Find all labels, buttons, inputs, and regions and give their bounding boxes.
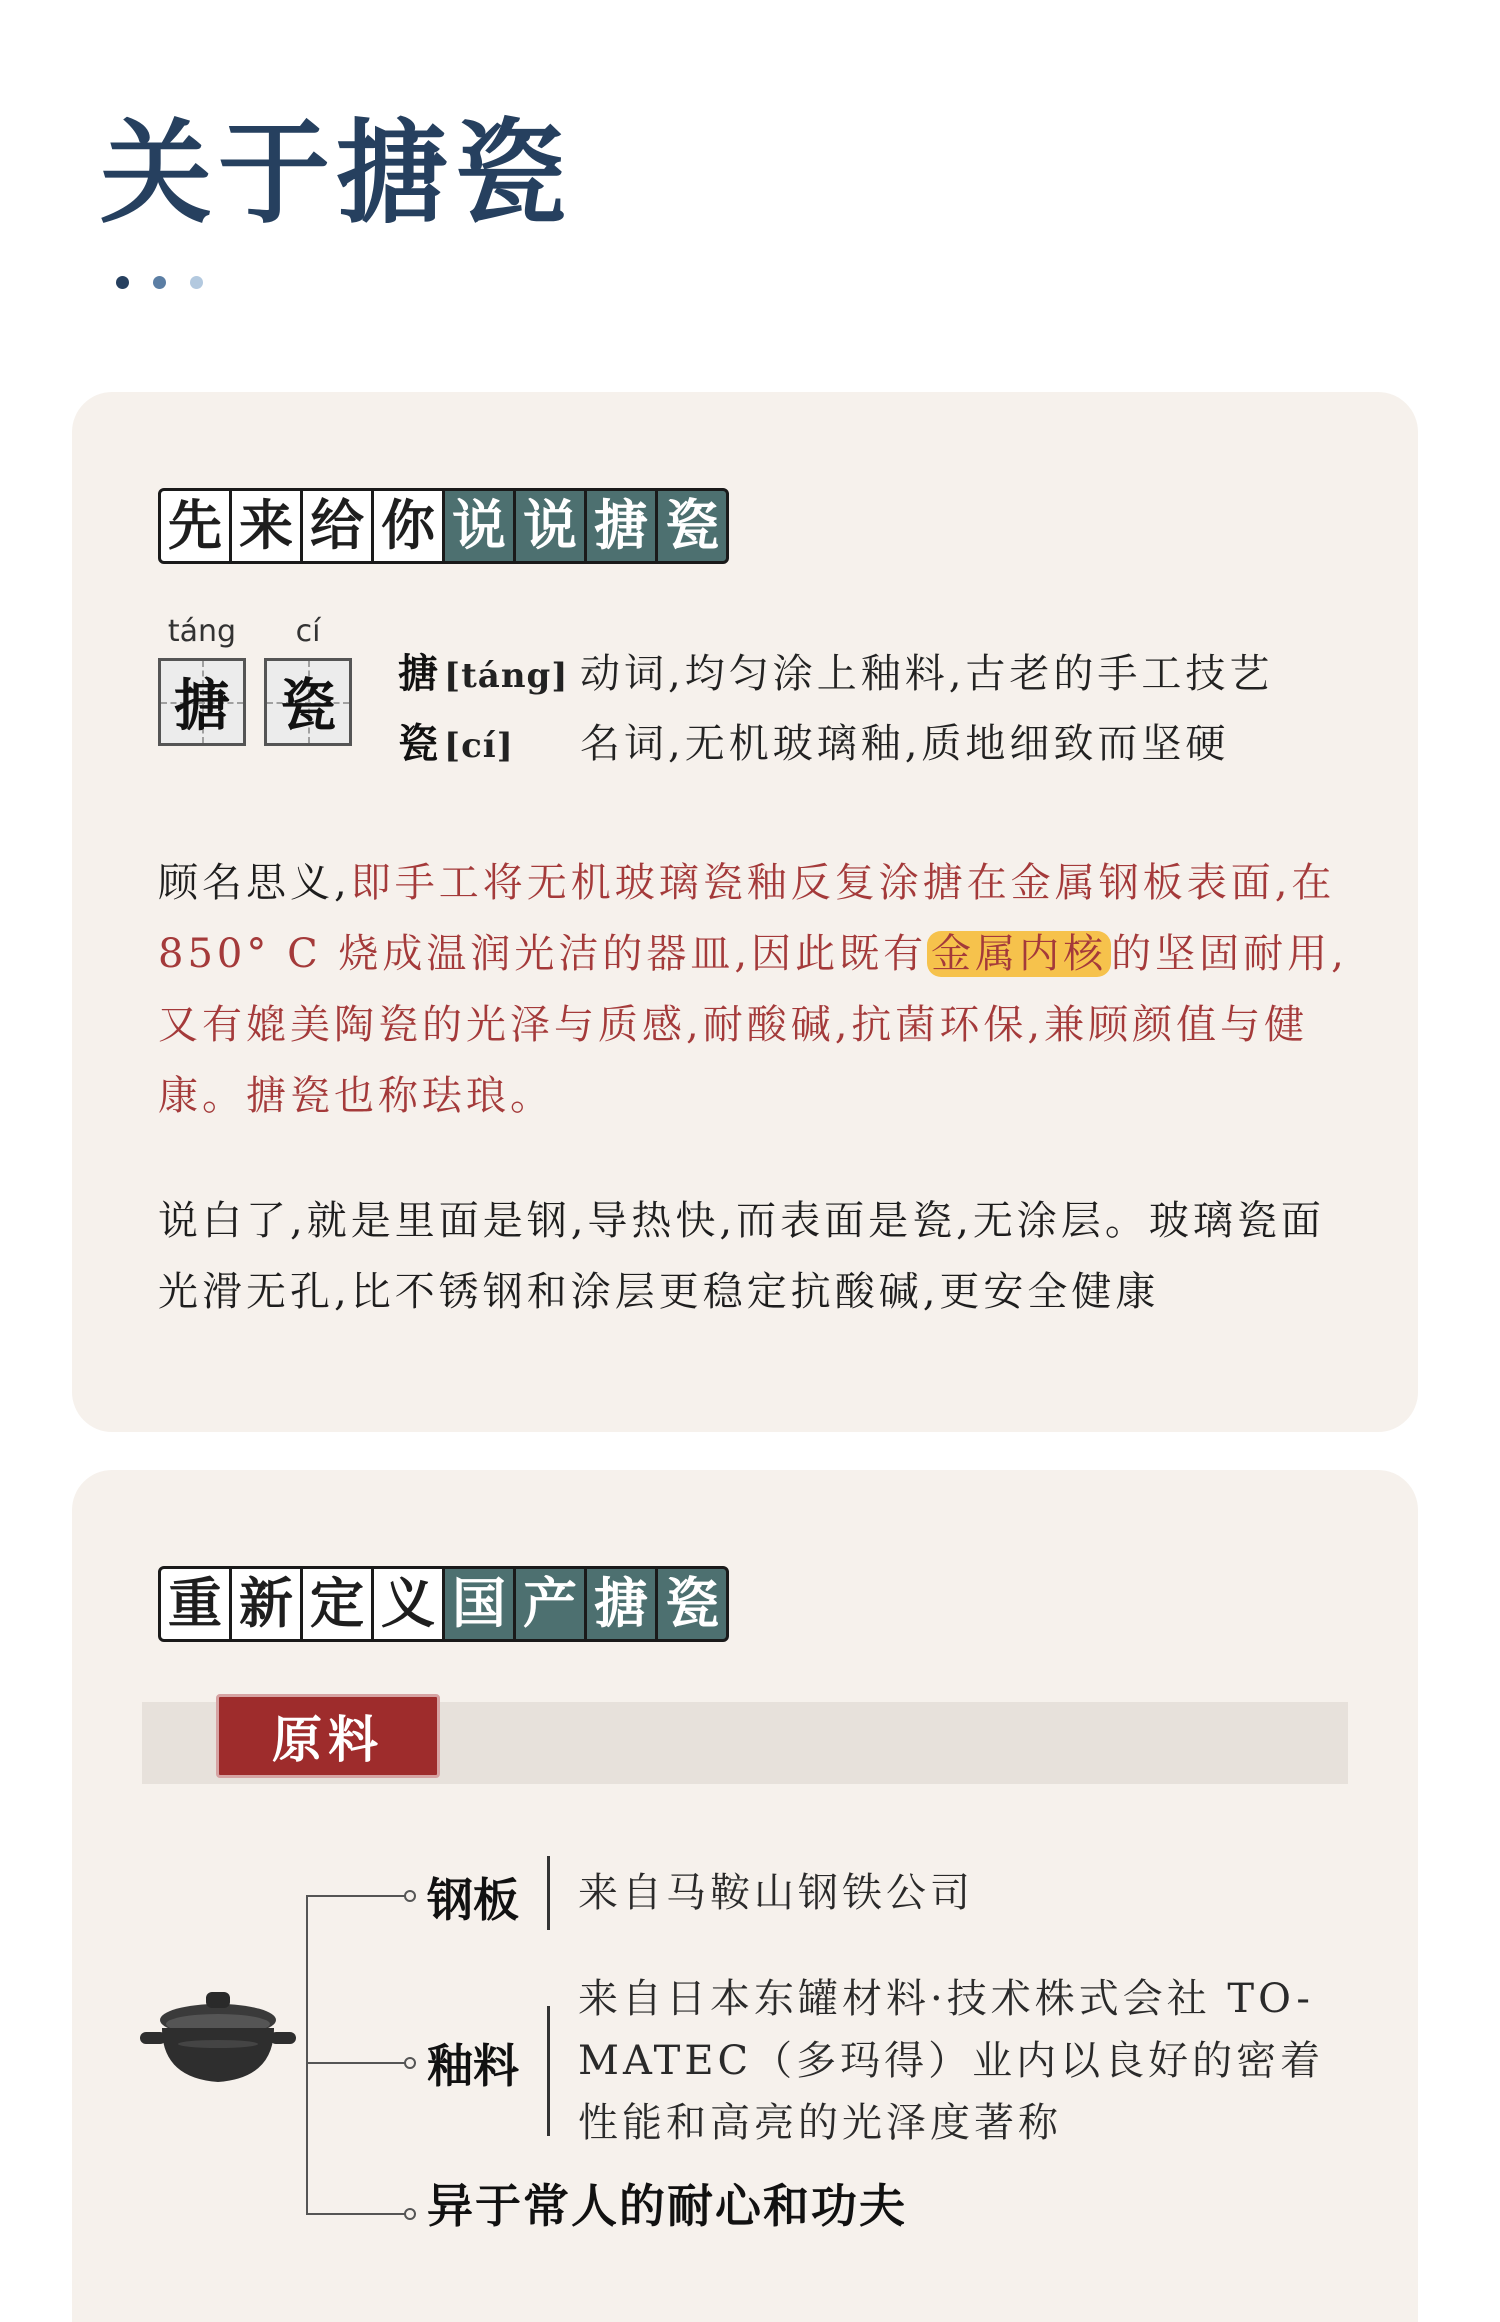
tag-char: 产 xyxy=(513,1566,587,1642)
explain-paragraph: 说白了,就是里面是钢,导热快,而表面是瓷,无涂层。玻璃瓷面光滑无孔,比不锈钢和涂层更稳定抗酸碱,更安全健康 xyxy=(158,1198,1325,1315)
material-divider xyxy=(547,1856,550,1930)
def-word: 搪 xyxy=(398,650,438,697)
char-grid-box: 搪 xyxy=(158,658,246,746)
enamel-pot-icon xyxy=(138,1982,298,2092)
para-red-text: 即手工将无机玻璃瓷釉反复涂搪在金属钢板表面,在 850° C 烧成温润光洁的器皿,因此既有 xyxy=(158,860,1336,977)
material-divider xyxy=(547,2006,550,2136)
title-dots xyxy=(116,276,203,289)
material-text-steel: 来自马鞍山钢铁公司 xyxy=(578,1870,974,1916)
page-title: 关于搪瓷 xyxy=(100,108,572,239)
para-red-text: 的坚固耐用,又有媲美陶瓷的光泽与质感,耐酸碱,抗菌环保,兼顾颜值与健康。搪瓷也称珐琅。 xyxy=(158,931,1348,1119)
tag-char: 定 xyxy=(300,1566,374,1642)
char-grid-box: 瓷 xyxy=(264,658,352,746)
tag-char: 重 xyxy=(158,1566,232,1642)
section2-tag xyxy=(158,1566,726,1642)
material-text-glaze: 来自日本东罐材料·技术株式会社 TO-MATEC（多玛得）业内以良好的密着性能和高亮的光泽度著称 xyxy=(578,1976,1325,2146)
materials-label: 原料 xyxy=(216,1694,440,1778)
material-label-glaze: 釉料 xyxy=(427,2039,519,2093)
intro-card xyxy=(72,392,1418,1432)
craft-note: 异于常人的耐心和功夫 xyxy=(427,2179,907,2233)
tree-branch xyxy=(306,2062,406,2064)
tag-char: 给 xyxy=(300,488,374,564)
tag-char: 说 xyxy=(513,488,587,564)
definition-ci xyxy=(398,712,1229,769)
intro-paragraph xyxy=(158,848,1358,1132)
tag-char: 义 xyxy=(371,1566,445,1642)
tag-char: 国 xyxy=(442,1566,516,1642)
tag-char: 你 xyxy=(371,488,445,564)
material-label-steel: 钢板 xyxy=(427,1873,519,1927)
tag-char: 说 xyxy=(442,488,516,564)
redefine-card xyxy=(72,1470,1418,2322)
highlight-metal-core: 金属内核 xyxy=(927,931,1111,977)
tag-char: 来 xyxy=(229,488,303,564)
tree-trunk xyxy=(306,1895,308,2213)
def-text: 动词,均匀涂上釉料,古老的手工技艺 xyxy=(580,651,1274,697)
def-text: 名词,无机玻璃釉,质地细致而坚硬 xyxy=(580,721,1230,767)
dot-3 xyxy=(190,276,203,289)
tag-char: 先 xyxy=(158,488,232,564)
pinyin-label: cí xyxy=(295,614,321,649)
def-pinyin: [cí] xyxy=(444,726,514,766)
tag-char: 瓷 xyxy=(655,1566,729,1642)
dot-1 xyxy=(116,276,129,289)
pinyin-box-ci xyxy=(264,614,352,746)
section1-tag xyxy=(158,488,726,564)
tree-branch xyxy=(306,1895,406,1897)
tag-char: 新 xyxy=(229,1566,303,1642)
tree-branch xyxy=(306,2213,406,2215)
tag-char: 搪 xyxy=(584,1566,658,1642)
pinyin-box-tang xyxy=(158,614,246,746)
pinyin-label: táng xyxy=(167,614,237,649)
tag-char: 搪 xyxy=(584,488,658,564)
definition-tang xyxy=(398,642,1273,699)
para-lead: 顾名思义, xyxy=(158,860,351,906)
tag-char: 瓷 xyxy=(655,488,729,564)
dot-2 xyxy=(153,276,166,289)
def-pinyin: [táng] xyxy=(444,656,569,696)
def-word: 瓷 xyxy=(398,720,438,767)
